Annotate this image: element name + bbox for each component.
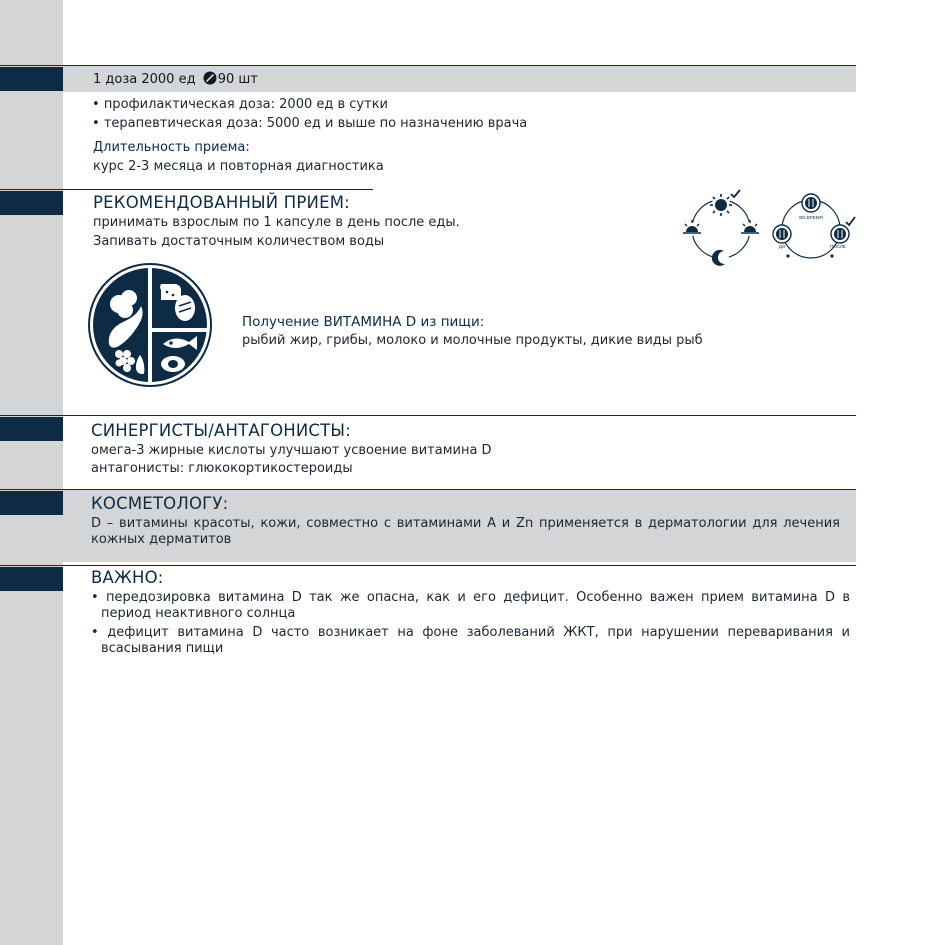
sunrise-icon bbox=[682, 220, 702, 236]
meal-label-during: ВО ВРЕМЯ bbox=[799, 215, 823, 220]
important-item-2: • дефицит витамина D часто возникает на фоне заболеваний ЖКТ, при нарушении переваривания и всасывания пищи bbox=[91, 625, 850, 657]
pill-icon bbox=[203, 71, 217, 85]
count-text: 90 шт bbox=[217, 72, 258, 87]
plate-icon-before bbox=[773, 225, 791, 243]
dosage-item-2: • терапевтическая доза: 5000 ед и выше по назначению врача bbox=[92, 116, 527, 132]
food-plate-icon bbox=[87, 262, 213, 388]
cosmetologist-heading: КОСМЕТОЛОГУ: bbox=[91, 494, 229, 513]
dosage-item-1: • профилактическая доза: 2000 ед в сутки bbox=[92, 97, 388, 113]
synergists-heading: СИНЕРГИСТЫ/АНТАГОНИСТЫ: bbox=[91, 421, 351, 440]
recommended-line-1: принимать взрослым по 1 капсуле в день после еды. bbox=[93, 215, 460, 230]
time-of-day-icon bbox=[676, 184, 768, 276]
dose-text: 1 доза 2000 ед bbox=[93, 72, 196, 87]
synergists-rule bbox=[0, 415, 856, 416]
sun-icon bbox=[710, 194, 732, 216]
meal-label-after: ПОСЛЕ bbox=[830, 244, 846, 249]
cosmetologist-rule bbox=[0, 489, 856, 490]
food-sources-text: рыбий жир, грибы, молоко и молочные продукты, дикие виды рыб bbox=[242, 333, 703, 348]
duration-title: Длительность приема: bbox=[93, 140, 250, 155]
moon-icon bbox=[712, 250, 729, 266]
synergists-marker bbox=[0, 417, 63, 441]
recommended-rule bbox=[0, 189, 373, 190]
left-gray-strip bbox=[0, 0, 63, 945]
plate-icon-during bbox=[802, 194, 820, 212]
synergists-line-1: омега-3 жирные кислоты улучшают усвоение витамина D bbox=[91, 443, 492, 458]
food-sources-title: Получение ВИТАМИНА D из пищи: bbox=[242, 314, 485, 330]
important-rule bbox=[0, 565, 856, 566]
dose-bar-marker bbox=[0, 67, 63, 91]
recommended-line-2: Запивать достаточным количеством воды bbox=[93, 234, 385, 249]
cosmetologist-marker bbox=[0, 491, 63, 515]
dose-bar-top-rule bbox=[0, 65, 856, 66]
important-marker bbox=[0, 567, 63, 591]
recommended-marker bbox=[0, 191, 63, 215]
plate-icon-after bbox=[831, 225, 849, 243]
sunset-icon bbox=[739, 220, 761, 236]
meal-timing-icon bbox=[768, 184, 860, 276]
cosmetologist-text: D – витамины красоты, кожи, совместно с витаминами А и Zn применяется в дерматологии для лечения кожных дерматитов bbox=[91, 516, 840, 547]
check-icon bbox=[846, 217, 855, 225]
meal-label-before: ДО bbox=[778, 244, 786, 249]
check-icon bbox=[731, 190, 740, 197]
important-heading: ВАЖНО: bbox=[91, 568, 164, 587]
synergists-line-2: антагонисты: глюкокортикостероиды bbox=[91, 461, 353, 476]
important-item-1: • передозировка витамина D так же опасна, как и его дефицит. Особенно важен прием витамина D в период неактивного солнца bbox=[91, 590, 850, 622]
duration-text: курс 2-3 месяца и повторная диагностика bbox=[93, 159, 384, 174]
recommended-heading: РЕКОМЕНДОВАННЫЙ ПРИЕМ: bbox=[93, 193, 350, 212]
dose-bar-line bbox=[93, 71, 258, 88]
